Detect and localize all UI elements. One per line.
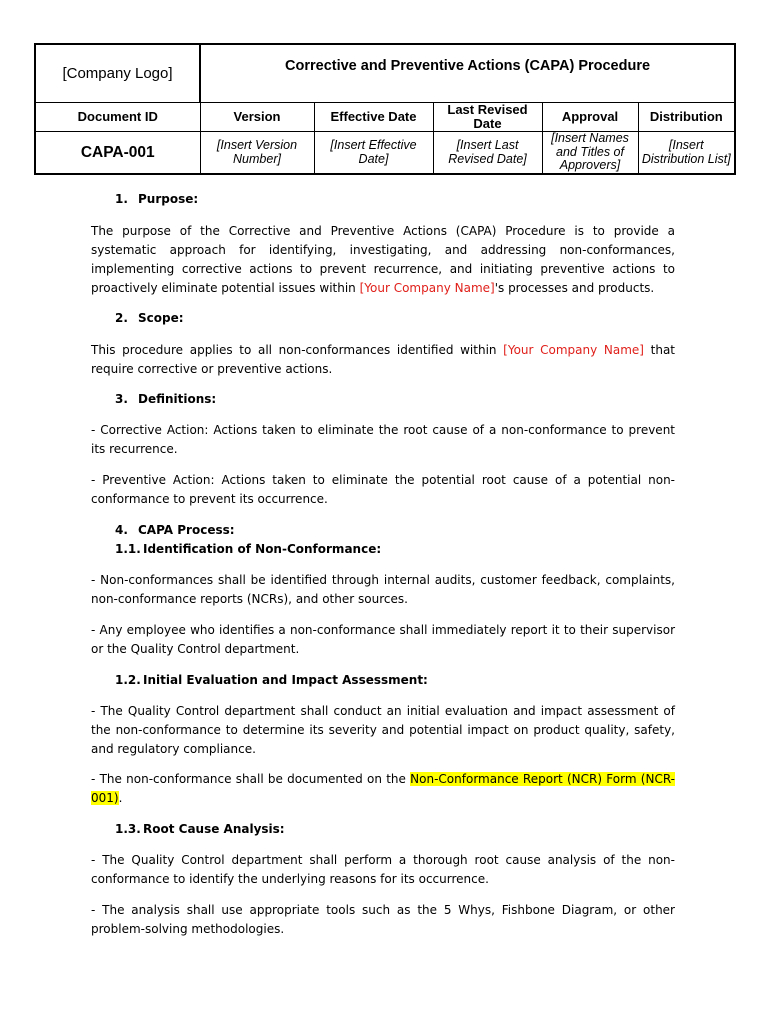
scope-paragraph: This procedure applies to all non-conformances identified within [Your Company Name] that require corrective or preventive actions.: [91, 343, 675, 376]
document-id-value: CAPA-001: [35, 132, 200, 175]
root-cause-paragraph-1: - The Quality Control department shall perform a thorough root cause analysis of the non-conformance to identify the underlying reasons for its occurrence.: [91, 853, 675, 886]
company-name-placeholder: [Your Company Name]: [359, 281, 495, 295]
col-approval: Approval: [542, 103, 638, 132]
document-body: [91, 190, 675, 939]
col-effective-date: Effective Date: [314, 103, 433, 132]
last-revised-date-value: [Insert Last Revised Date]: [433, 132, 542, 175]
subsection-heading-root-cause: 1.3. Root Cause Analysis:: [115, 822, 285, 836]
col-version: Version: [200, 103, 314, 132]
section-heading-scope: 2. Scope:: [115, 311, 184, 325]
section-heading-capa-process: 4. CAPA Process:: [115, 523, 235, 537]
document-title: Corrective and Preventive Actions (CAPA) Procedure: [200, 44, 735, 103]
company-logo-placeholder: [Company Logo]: [35, 44, 200, 103]
subsection-heading-identification: 1.1. Identification of Non-Conformance:: [115, 542, 382, 556]
identification-paragraph-2: - Any employee who identifies a non-conformance shall immediately report it to their supervisor or the Quality Control department.: [91, 623, 675, 656]
col-document-id: Document ID: [35, 103, 200, 132]
evaluation-paragraph-2: - The non-conformance shall be documented on the Non-Conformance Report (NCR) Form (NCR-001).: [91, 772, 676, 805]
definition-corrective-action: - Corrective Action: Actions taken to eliminate the root cause of a non-conformance to prevent its recurrence.: [91, 423, 675, 456]
col-distribution: Distribution: [638, 103, 735, 132]
purpose-paragraph: The purpose of the Corrective and Preventive Actions (CAPA) Procedure is to provide a systematic approach for identifying, investigating, and addressing non-conformances, implementing corrective actions to prevent recurrence, and initiating preventive actions to proactively eliminate potential issues within [Your Company Name]'s processes and products.: [91, 224, 675, 295]
identification-paragraph-1: - Non-conformances shall be identified through internal audits, customer feedback, complaints, non-conformance reports (NCRs), and other sources.: [91, 573, 675, 606]
company-name-placeholder: [Your Company Name]: [503, 343, 644, 357]
ncr-form-reference: Non-Conformance Report (NCR) Form (NCR-001): [91, 772, 676, 805]
document-header-table: [34, 43, 736, 175]
section-heading-definitions: 3. Definitions:: [115, 392, 217, 406]
definition-preventive-action: - Preventive Action: Actions taken to eliminate the potential root cause of a potential non-conformance to prevent its occurrence.: [91, 473, 675, 506]
distribution-value: [Insert Distribution List]: [638, 132, 735, 175]
approval-value: [Insert Names and Titles of Approvers]: [542, 132, 638, 175]
section-heading-purpose: 1. Purpose:: [115, 192, 199, 206]
version-value: [Insert Version Number]: [200, 132, 314, 175]
col-last-revised-date: Last Revised Date: [433, 103, 542, 132]
subsection-heading-initial-evaluation: 1.2. Initial Evaluation and Impact Assessment:: [115, 673, 428, 687]
effective-date-value: [Insert Effective Date]: [314, 132, 433, 175]
evaluation-paragraph-1: - The Quality Control department shall conduct an initial evaluation and impact assessment of the non-conformance to determine its severity and potential impact on product quality, safety, and regulatory compliance.: [91, 704, 675, 756]
root-cause-paragraph-2: - The analysis shall use appropriate tools such as the 5 Whys, Fishbone Diagram, or other problem-solving methodologies.: [91, 903, 675, 936]
